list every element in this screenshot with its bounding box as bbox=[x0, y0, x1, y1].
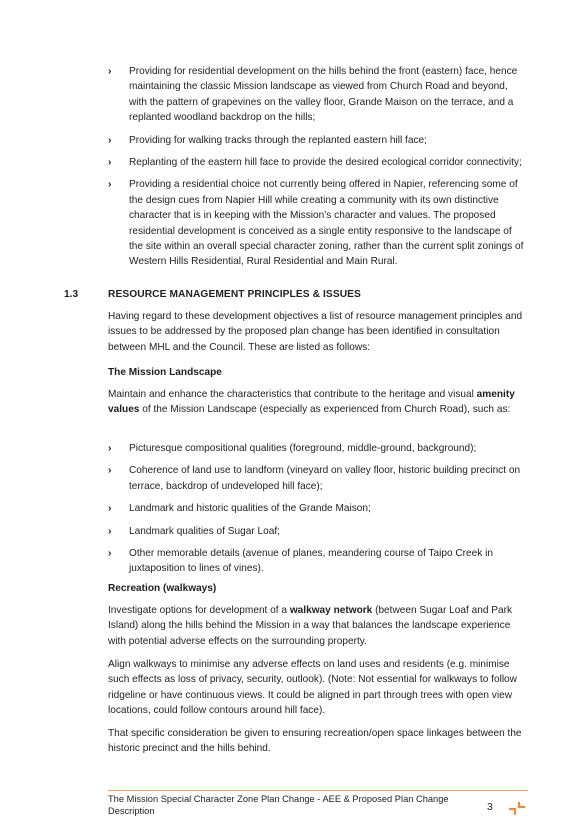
list-item-text: Providing a residential choice not currently being offered in Napier, referencing some of the design cues from Napier Hill while creating a community with its own distinctive character that is in keeping with the Mission’s character and values. The proposed residential development is conceived as a single entity responsive to the landscape of the site within an overall special character zoning, rather than the current split zonings of Western Hills Residential, Rural Residential and Main Rural. bbox=[129, 179, 524, 268]
list-item bbox=[108, 463, 528, 494]
landscape-paragraph bbox=[108, 387, 528, 418]
brand-corner-icon bbox=[507, 800, 527, 816]
paragraph-text: Maintain and enhance the characteristics that contribute to the heritage and visual bbox=[108, 389, 474, 400]
landscape-heading: The Mission Landscape bbox=[108, 367, 222, 378]
list-item bbox=[108, 501, 528, 516]
list-item-text: Coherence of land use to landform (vineyard on valley floor, historic building precinct on terrace, backdrop of undeveloped hill face); bbox=[129, 465, 521, 492]
list-item-text: Landmark qualities of Sugar Loaf; bbox=[129, 525, 280, 537]
section-intro: Having regard to these development objectives a list of resource management principles and issues to be addressed by the proposed plan change has been identified in consultation between MHL and the Council. These are listed as follows: bbox=[108, 311, 523, 353]
paragraph-text: (between Sugar Loaf and Park Island) along the hills behind the Mission in a way that balances the landscape experience with potential adverse effects on the surrounding property. bbox=[108, 605, 513, 647]
chevron-right-icon: › bbox=[108, 502, 112, 515]
list-item-text: Picturesque compositional qualities (foreground, middle-ground, background); bbox=[129, 443, 477, 454]
chevron-right-icon: › bbox=[108, 464, 112, 477]
chevron-right-icon: › bbox=[108, 524, 112, 537]
recreation-heading: Recreation (walkways) bbox=[108, 583, 217, 594]
chevron-right-icon: › bbox=[108, 65, 112, 77]
recreation-paragraph-3: That specific consideration be given to ensuring recreation/open space linkages between the historic precinct and the hills behind. bbox=[108, 728, 522, 755]
chevron-right-icon: › bbox=[108, 442, 112, 454]
list-item-text: Providing for walking tracks through the replanted eastern hill face; bbox=[129, 134, 427, 146]
chevron-right-icon: › bbox=[108, 156, 112, 169]
list-item bbox=[108, 133, 528, 148]
emphasis-text: amenity values bbox=[108, 389, 515, 416]
list-item-text: Other memorable details (avenue of planes, meandering course of Taipo Creek in juxtaposition to lines of vines). bbox=[129, 548, 493, 575]
list-item-text: Replanting of the eastern hill face to provide the desired ecological corridor connectivity; bbox=[129, 157, 522, 169]
emphasis-text: walkway network bbox=[289, 605, 373, 616]
paragraph-text: of the Mission Landscape (especially as experienced from Church Road), such as: bbox=[139, 404, 511, 416]
chevron-right-icon: › bbox=[108, 133, 112, 146]
footer-divider bbox=[108, 790, 528, 791]
recreation-paragraph-1 bbox=[108, 603, 528, 649]
section-number: 1.3 bbox=[64, 289, 79, 300]
chevron-right-icon: › bbox=[108, 178, 112, 191]
footer-title: The Mission Special Character Zone Plan Change - AEE & Proposed Plan Change Description bbox=[108, 794, 449, 816]
list-item bbox=[108, 155, 528, 170]
list-item bbox=[108, 177, 528, 269]
list-item-text: Landmark and historic qualities of the Grande Maison; bbox=[129, 503, 371, 515]
list-item bbox=[108, 546, 528, 577]
chevron-right-icon: › bbox=[108, 547, 112, 560]
list-item bbox=[108, 64, 528, 126]
list-item-text: Providing for residential development on the hills behind the front (eastern) face, hence maintaining the classic Mission landscape as viewed from Church Road and beyond, with the pattern of grapevines on the valley floor, Grande Maison on the terrace, and a replanted woodland backdrop on the hills; bbox=[129, 66, 518, 124]
section-title: RESOURCE MANAGEMENT PRINCIPLES & ISSUES bbox=[108, 289, 361, 300]
objectives-list bbox=[108, 64, 528, 277]
page-number: 3 bbox=[487, 801, 493, 813]
recreation-paragraph-2: Align walkways to minimise any adverse effects on land uses and residents (e.g. minimise such effects as loss of privacy, security, outlook). (Note: Not essential for walkways to follow ridgeline or have continuous views. It could be aligned in part through trees with open view locations, could follow contours around hill face). bbox=[108, 659, 517, 717]
landscape-list bbox=[108, 441, 528, 584]
list-item bbox=[108, 441, 528, 456]
list-item bbox=[108, 524, 528, 539]
paragraph-text: Investigate options for development of a bbox=[108, 605, 290, 616]
